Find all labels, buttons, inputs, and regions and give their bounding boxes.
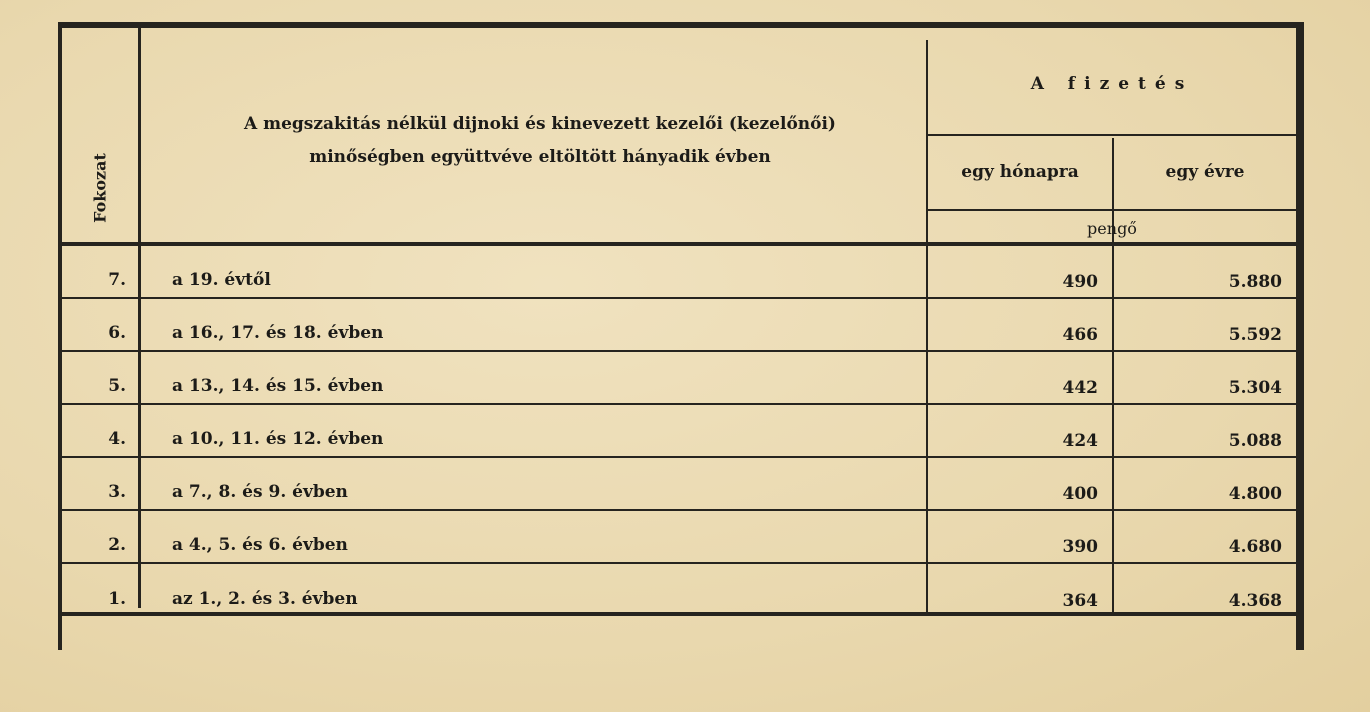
- monthly-cell: 490: [1062, 272, 1098, 292]
- yearly-cell: 5.592: [1228, 325, 1282, 345]
- yearly-cell: 5.304: [1228, 378, 1282, 398]
- row-rule: [62, 403, 1296, 405]
- row-rule: [62, 297, 1296, 299]
- row-rule: [62, 562, 1296, 564]
- salary-header: A fizetés: [1030, 74, 1194, 94]
- column-rule-description: [926, 40, 928, 612]
- header-bottom-rule: [62, 242, 1296, 246]
- per-month-header: egy hónapra: [961, 162, 1079, 182]
- column-rule-grade: [138, 28, 141, 608]
- description-header: [160, 108, 920, 174]
- header-rule-unit: [928, 209, 1296, 211]
- description-header-line1: A megszakitás nélkül dijnoki és kinevezett kezelői (kezelőnői): [244, 114, 836, 134]
- years-cell: a 10., 11. és 12. évben: [172, 429, 384, 449]
- monthly-cell: 390: [1062, 537, 1098, 557]
- grade-cell: 2.: [108, 535, 126, 555]
- monthly-cell: 466: [1062, 325, 1098, 345]
- table-bottom-rule: [62, 612, 1296, 616]
- row-rule: [62, 456, 1296, 458]
- yearly-cell: 4.800: [1228, 484, 1282, 504]
- years-cell: a 16., 17. és 18. évben: [172, 323, 384, 343]
- grade-cell: 4.: [108, 429, 126, 449]
- monthly-cell: 424: [1062, 431, 1098, 451]
- yearly-cell: 5.088: [1228, 431, 1282, 451]
- years-cell: a 7., 8. és 9. évben: [172, 482, 348, 502]
- monthly-cell: 442: [1062, 378, 1098, 398]
- yearly-cell: 5.880: [1228, 272, 1282, 292]
- grade-cell: 7.: [108, 270, 126, 290]
- yearly-cell: 4.368: [1228, 591, 1282, 611]
- description-header-line2: minőségben együttvéve eltöltött hányadik évben: [309, 147, 771, 167]
- grade-cell: 5.: [108, 376, 126, 396]
- unit-header: pengő: [1087, 219, 1137, 238]
- per-year-header: egy évre: [1165, 162, 1245, 182]
- years-cell: a 4., 5. és 6. évben: [172, 535, 348, 555]
- years-cell: a 13., 14. és 15. évben: [172, 376, 384, 396]
- grade-cell: 1.: [108, 589, 126, 609]
- grade-cell: 3.: [108, 482, 126, 502]
- grade-header: Fokozat: [90, 153, 110, 223]
- grade-cell: 6.: [108, 323, 126, 343]
- header-rule-salary: [928, 134, 1296, 136]
- monthly-cell: 364: [1062, 591, 1098, 611]
- years-cell: az 1., 2. és 3. évben: [172, 589, 358, 609]
- monthly-cell: 400: [1062, 484, 1098, 504]
- yearly-cell: 4.680: [1228, 537, 1282, 557]
- years-cell: a 19. évtől: [172, 270, 271, 290]
- row-rule: [62, 509, 1296, 511]
- row-rule: [62, 350, 1296, 352]
